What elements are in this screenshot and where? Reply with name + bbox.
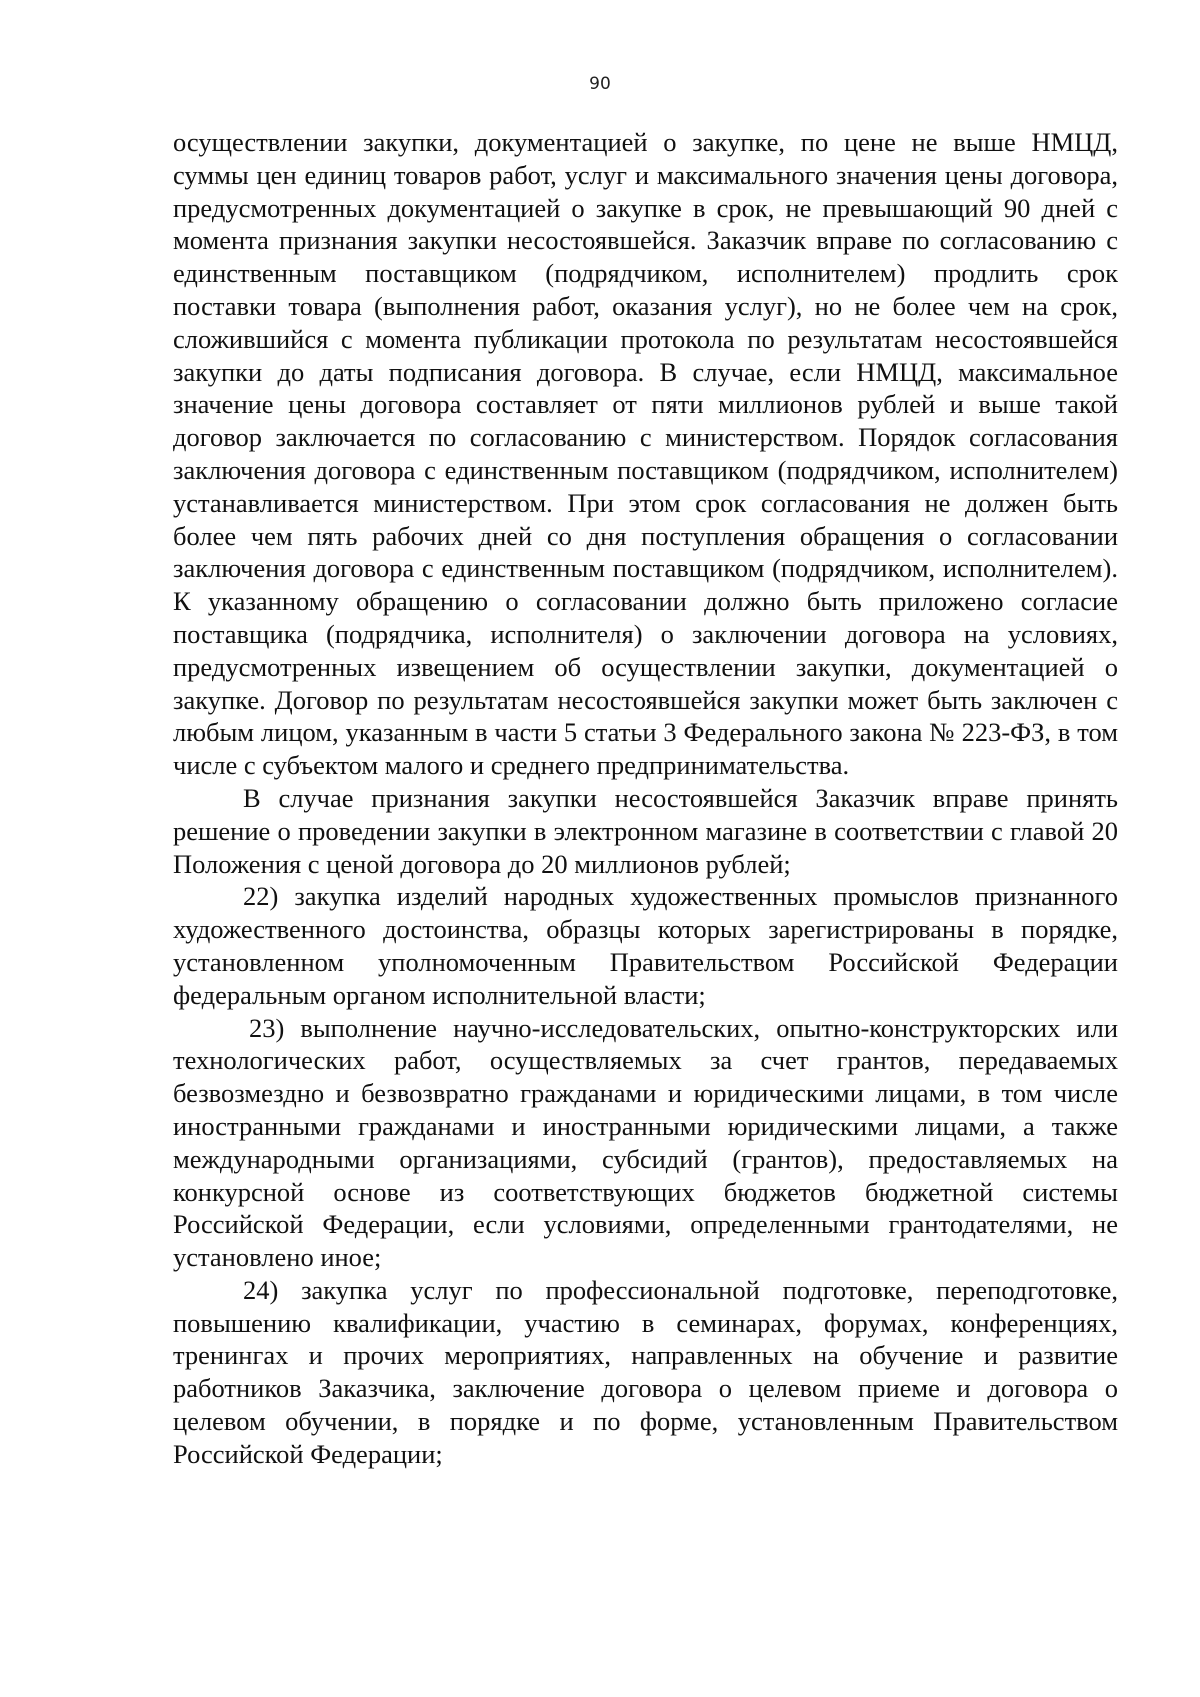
paragraph-item-23: 23) выполнение научно-исследовательских, опытно-конструкторских или технологических работ, осуществляемых за счет грантов, передаваемых безвозмездно и безвозвратно гражданами и юридическими лицами, в том числе иностранными гражданами и иностранными юридическими лицами, а также международными организациями, субсидий (грантов), предоставляемых на конкурсной основе из соответствующих бюджетов бюджетной системы Российской Федерации, если условиями, определенными грантодателями, не установлено иное; bbox=[173, 1012, 1118, 1273]
document-body bbox=[173, 126, 1118, 1471]
paragraph-continuation: осуществлении закупки, документацией о закупке, по цене не выше НМЦД, суммы цен единиц товаров работ, услуг и максимального значения цены договора, предусмотренных документацией о закупке в срок, не превышающий 90 дней с момента признания закупки несостоявшейся. Заказчик вправе по согласованию с единственным поставщиком (подрядчиком, исполнителем) продлить срок поставки товара (выполнения работ, оказания услуг), но не более чем на срок, сложившийся с момента публикации протокола по результатам несостоявшейся закупки до даты подписания договора. В случае, если НМЦД, максимальное значение цены договора составляет от пяти миллионов рублей и выше такой договор заключается по согласованию с министерством. Порядок согласования заключения договора с единственным поставщиком (подрядчиком, исполнителем) устанавливается министерством. При этом срок согласования не должен быть более чем пять рабочих дней со дня поступления обращения о согласовании заключения договора с единственным поставщиком (подрядчиком, исполнителем). К указанному обращению о согласовании должно быть приложено согласие поставщика (подрядчика, исполнителя) о заключении договора на условиях, предусмотренных извещением об осуществлении закупки, документацией о закупке. Договор по результатам несостоявшейся закупки может быть заключен с любым лицом, указанным в части 5 статьи 3 Федерального закона № 223-ФЗ, в том числе с субъектом малого и среднего предпринимательства. bbox=[173, 127, 1118, 781]
paragraph-electronic-store: В случае признания закупки несостоявшейся Заказчик вправе принять решение о проведении закупки в электронном магазине в соответствии с главой 20 Положения с ценой договора до 20 миллионов рублей; bbox=[173, 782, 1118, 879]
paragraph-item-24: 24) закупка услуг по профессиональной подготовке, переподготовке, повышению квалификации, участию в семинарах, форумах, конференциях, тренингах и прочих мероприятиях, направленных на обучение и развитие работников Заказчика, заключение договора о целевом приеме и договора о целевом обучении, в порядке и по форме, установленным Правительством Российской Федерации; bbox=[173, 1274, 1118, 1469]
paragraph-item-22: 22) закупка изделий народных художественных промыслов признанного художественного достоинства, образцы которых зарегистрированы в порядке, установленном уполномоченным Правительством Российской Федерации федеральным органом исполнительной власти; bbox=[173, 881, 1118, 1010]
page-number: 90 bbox=[589, 74, 611, 94]
